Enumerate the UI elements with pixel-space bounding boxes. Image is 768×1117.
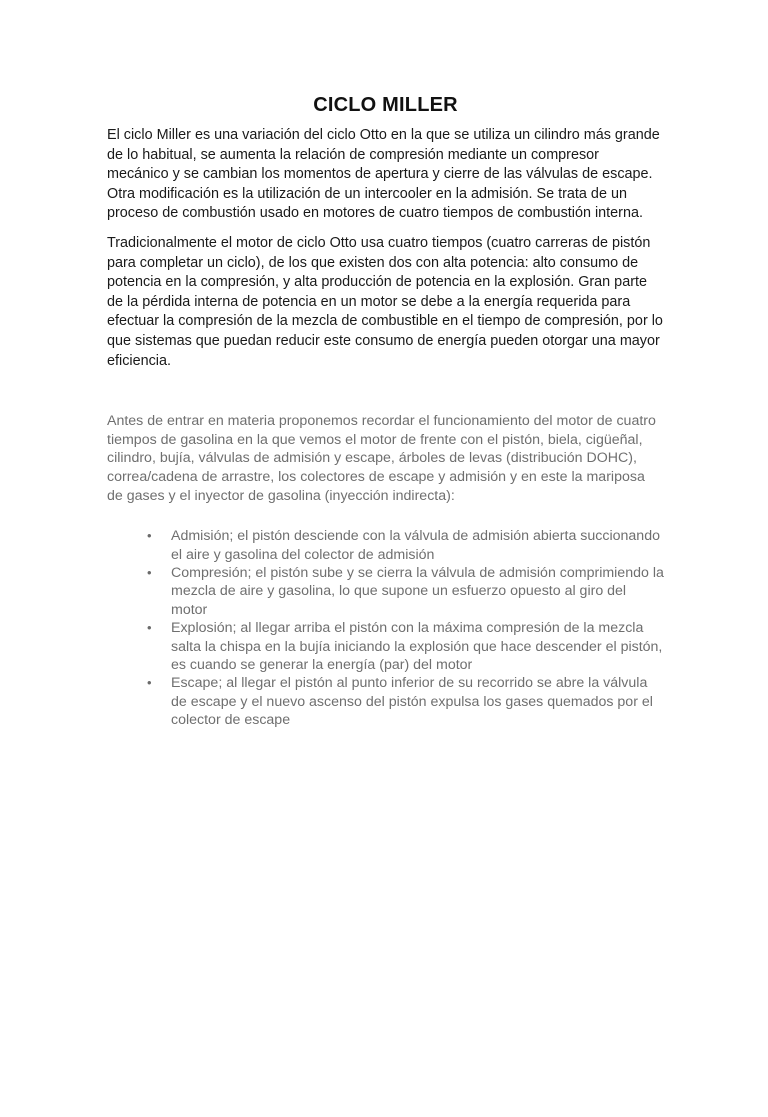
list-item-escape <box>147 674 664 729</box>
four-stroke-list <box>107 527 664 729</box>
list-item-text: Compresión; el pistón sube y se cierra la válvula de admisión comprimiendo la mezcla de aire y gasolina, lo que supone un esfuerzo opuesto al giro del motor <box>171 564 664 618</box>
list-item-text: Escape; al llegar el pistón al punto inferior de su recorrido se abre la válvula de escape y el nuevo ascenso del pistón expulsa los gases quemados por el colector de escape <box>171 675 653 729</box>
list-item-compresion <box>147 564 664 619</box>
bullet-icon: • <box>147 528 152 544</box>
list-item-admision <box>147 527 664 564</box>
list-item-text: Admisión; el pistón desciende con la válvula de admisión abierta succionando el aire y gasolina del colector de admisión <box>171 528 660 563</box>
four-stroke-intro-paragraph: Antes de entrar en materia proponemos recordar el funcionamiento del motor de cuatro tiempos de gasolina en la que vemos el motor de frente con el pistón, biela, cigüeñal, cilindro, bujía, válvulas de admisión y escape, árboles de levas (distribución DOHC), correa/cadena de arrastre, los colectores de escape y admisión y en este la mariposa de gases y el inyector de gasolina (inyección indirecta): <box>107 413 656 504</box>
intro-paragraph: El ciclo Miller es una variación del ciclo Otto en la que se utiliza un cilindro más grande de lo habitual, se aumenta la relación de compresión mediante un compresor mecánico y se cambian los momentos de apertura y cierre de las válvulas de escape. Otra modificación es la utilización de un intercooler en la admisión. Se trata de un proceso de combustión usado en motores de cuatro tiempos de combustión interna. <box>107 127 660 222</box>
list-item-explosion <box>147 619 664 674</box>
bullet-icon: • <box>147 564 152 580</box>
bullet-icon: • <box>147 620 152 636</box>
otto-cycle-paragraph: Tradicionalmente el motor de ciclo Otto usa cuatro tiempos (cuatro carreras de pistón para completar un ciclo), de los que existen dos con alta potencia: alto consumo de potencia en la compresión, y alta producción de potencia en la explosión. Gran parte de la pérdida interna de potencia en un motor se debe a la energía requerida para efectuar la compresión de la mezcla de combustible en el tiempo de compresión, por lo que sistemas que puedan reducir este consumo de energía pueden otorgar una mayor eficiencia. <box>107 234 663 369</box>
list-item-text: Explosión; al llegar arriba el pistón con la máxima compresión de la mezcla salta la chispa en la bujía iniciando la explosión que hace descender el pistón, es cuando se generar la energía (par) del motor <box>171 620 663 673</box>
document-title: CICLO MILLER <box>313 94 458 116</box>
document-page <box>0 93 768 1117</box>
bullet-icon: • <box>147 675 152 691</box>
